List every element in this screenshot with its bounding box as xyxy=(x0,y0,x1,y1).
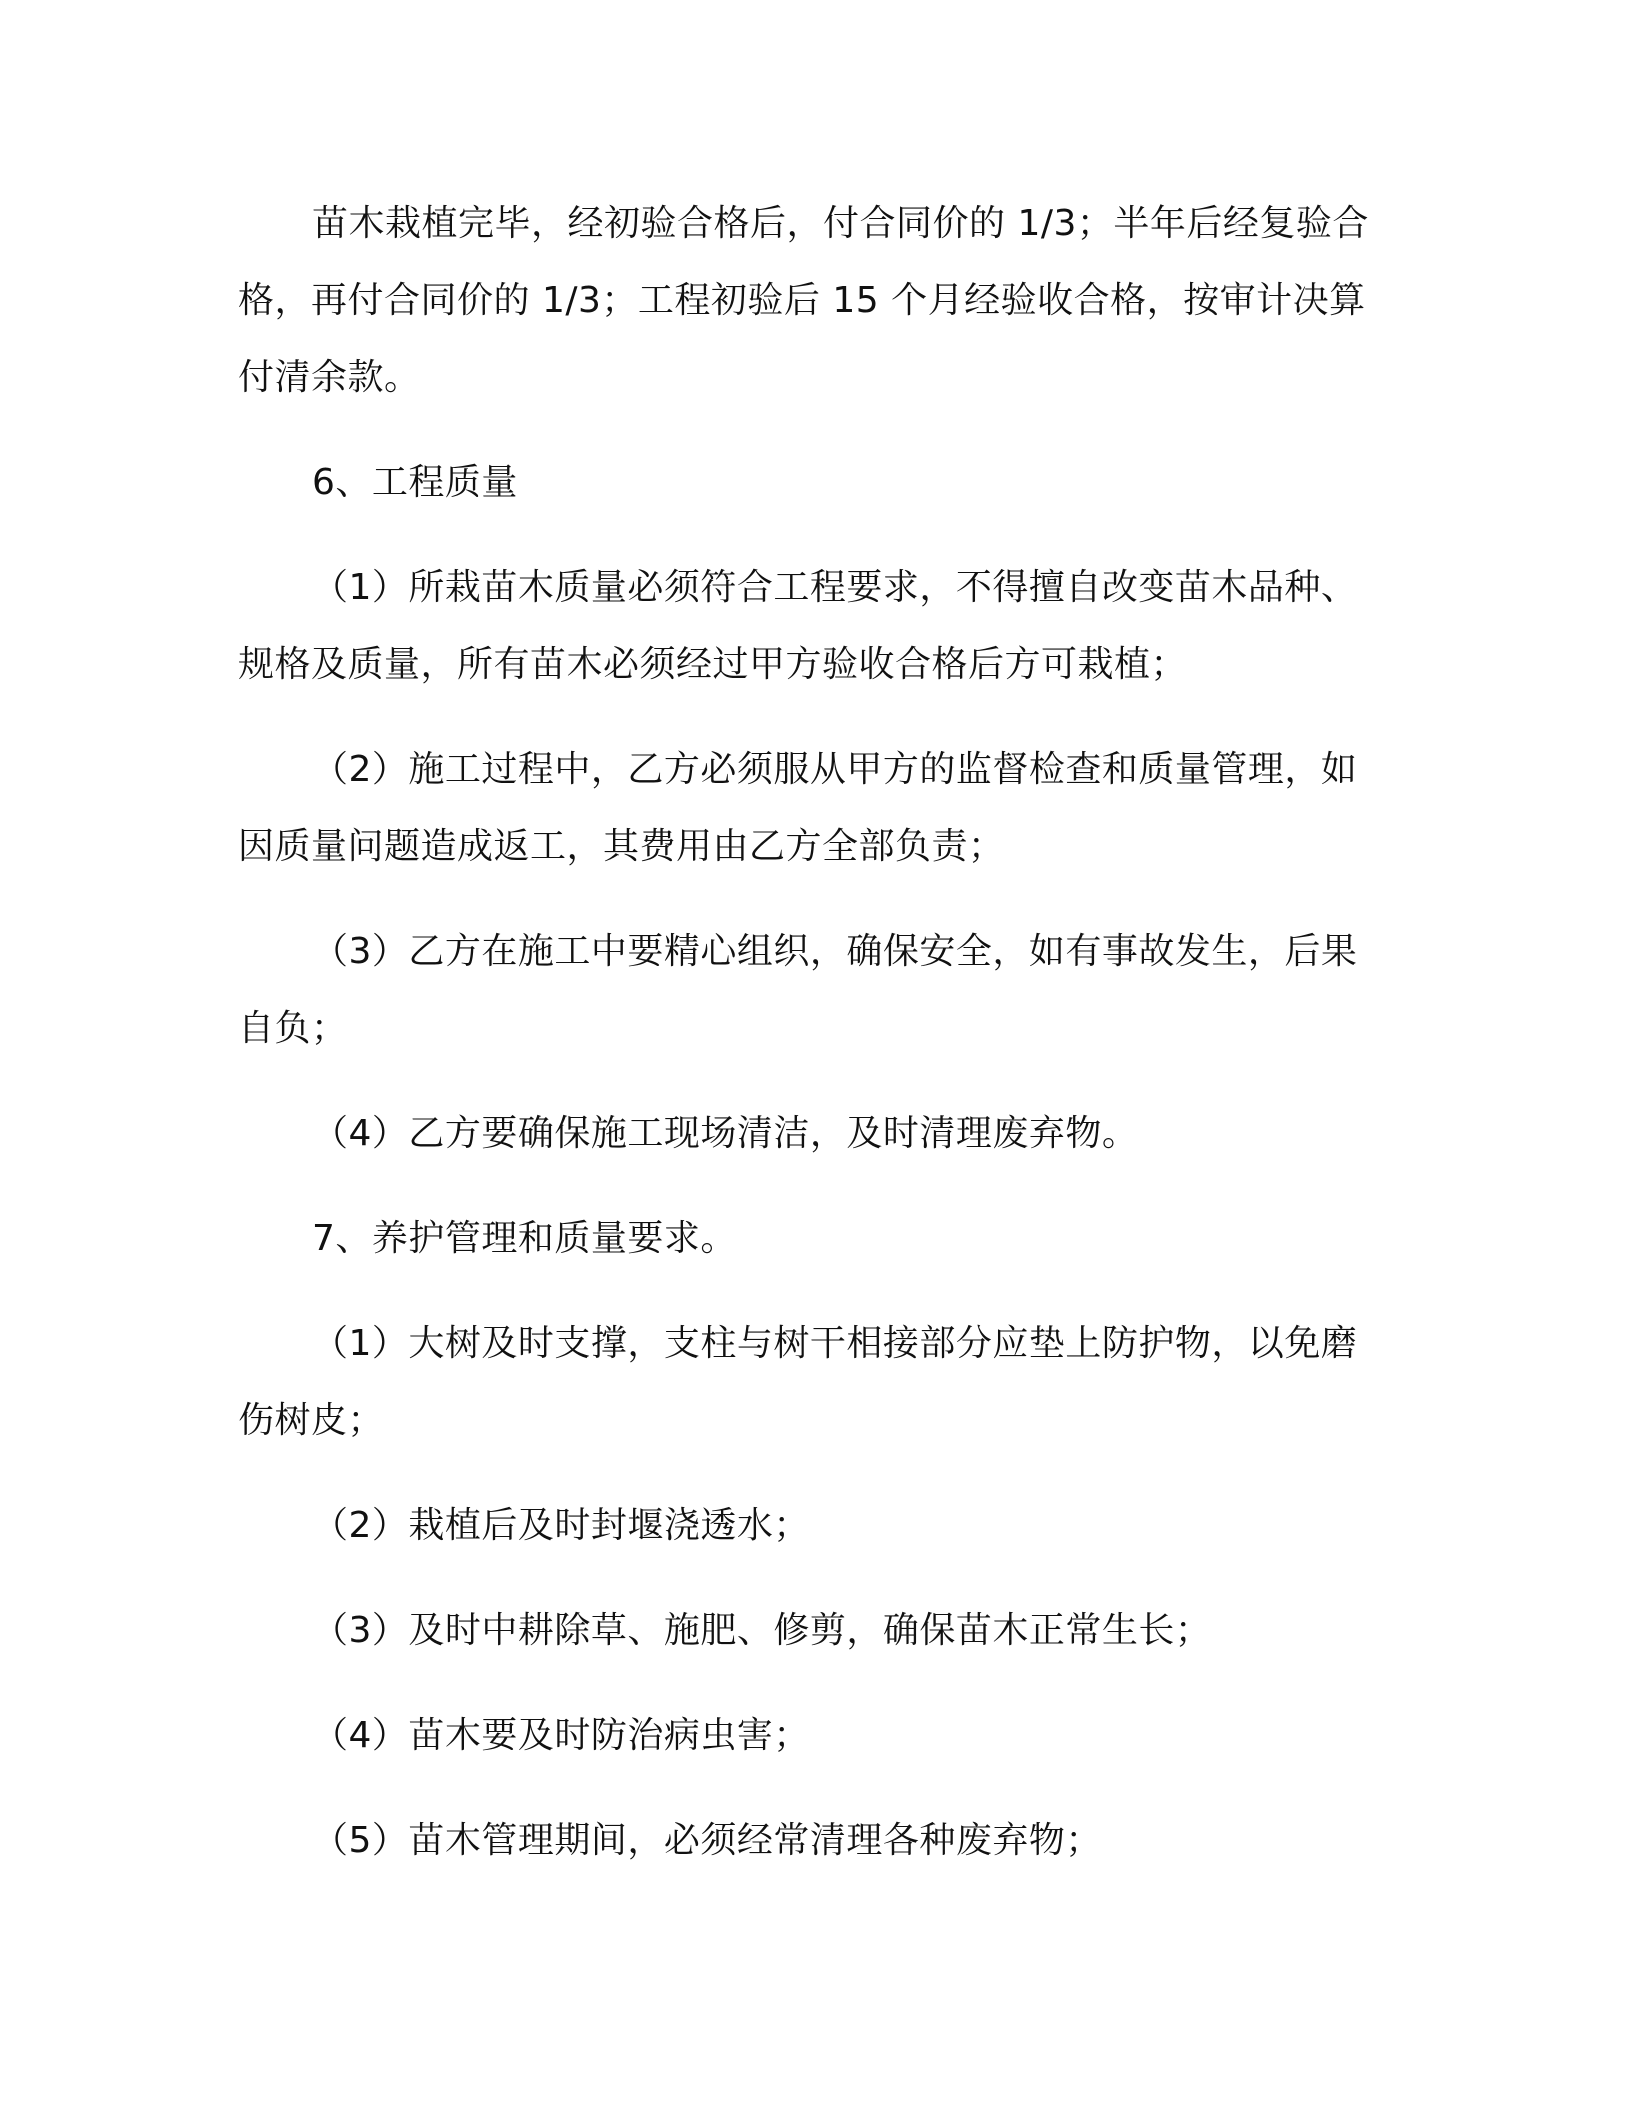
paragraph-payment-terms: 苗木栽植完毕，经初验合格后，付合同价的 1/3；半年后经复验合格，再付合同价的 1/3；工程初验后 15 个月经验收合格，按审计决算付清余款。 xyxy=(238,203,1369,398)
document-body xyxy=(238,185,1388,1879)
heading-section-6: 6、工程质量 xyxy=(312,462,518,503)
paragraph-maintenance-4: （4）苗木要及时防治病虫害； xyxy=(312,1715,810,1756)
paragraph-maintenance-3: （3）及时中耕除草、施肥、修剪，确保苗木正常生长； xyxy=(312,1610,1212,1651)
paragraph-quality-2: （2）施工过程中，乙方必须服从甲方的监督检查和质量管理，如因质量问题造成返工，其费用由乙方全部负责； xyxy=(238,749,1358,867)
paragraph-quality-1: （1）所栽苗木质量必须符合工程要求，不得擅自改变苗木品种、规格及质量，所有苗木必须经过甲方验收合格后方可栽植； xyxy=(238,567,1358,685)
paragraph-quality-4: （4）乙方要确保施工现场清洁，及时清理废弃物。 xyxy=(312,1113,1139,1154)
paragraph-maintenance-1: （1）大树及时支撑，支柱与树干相接部分应垫上防护物，以免磨伤树皮； xyxy=(238,1323,1358,1441)
heading-section-7: 7、养护管理和质量要求。 xyxy=(312,1218,737,1259)
paragraph-quality-3: （3）乙方在施工中要精心组织，确保安全，如有事故发生，后果自负； xyxy=(238,931,1358,1049)
paragraph-maintenance-2: （2）栽植后及时封堰浇透水； xyxy=(312,1505,810,1546)
paragraph-maintenance-5: （5）苗木管理期间，必须经常清理各种废弃物； xyxy=(312,1820,1102,1861)
